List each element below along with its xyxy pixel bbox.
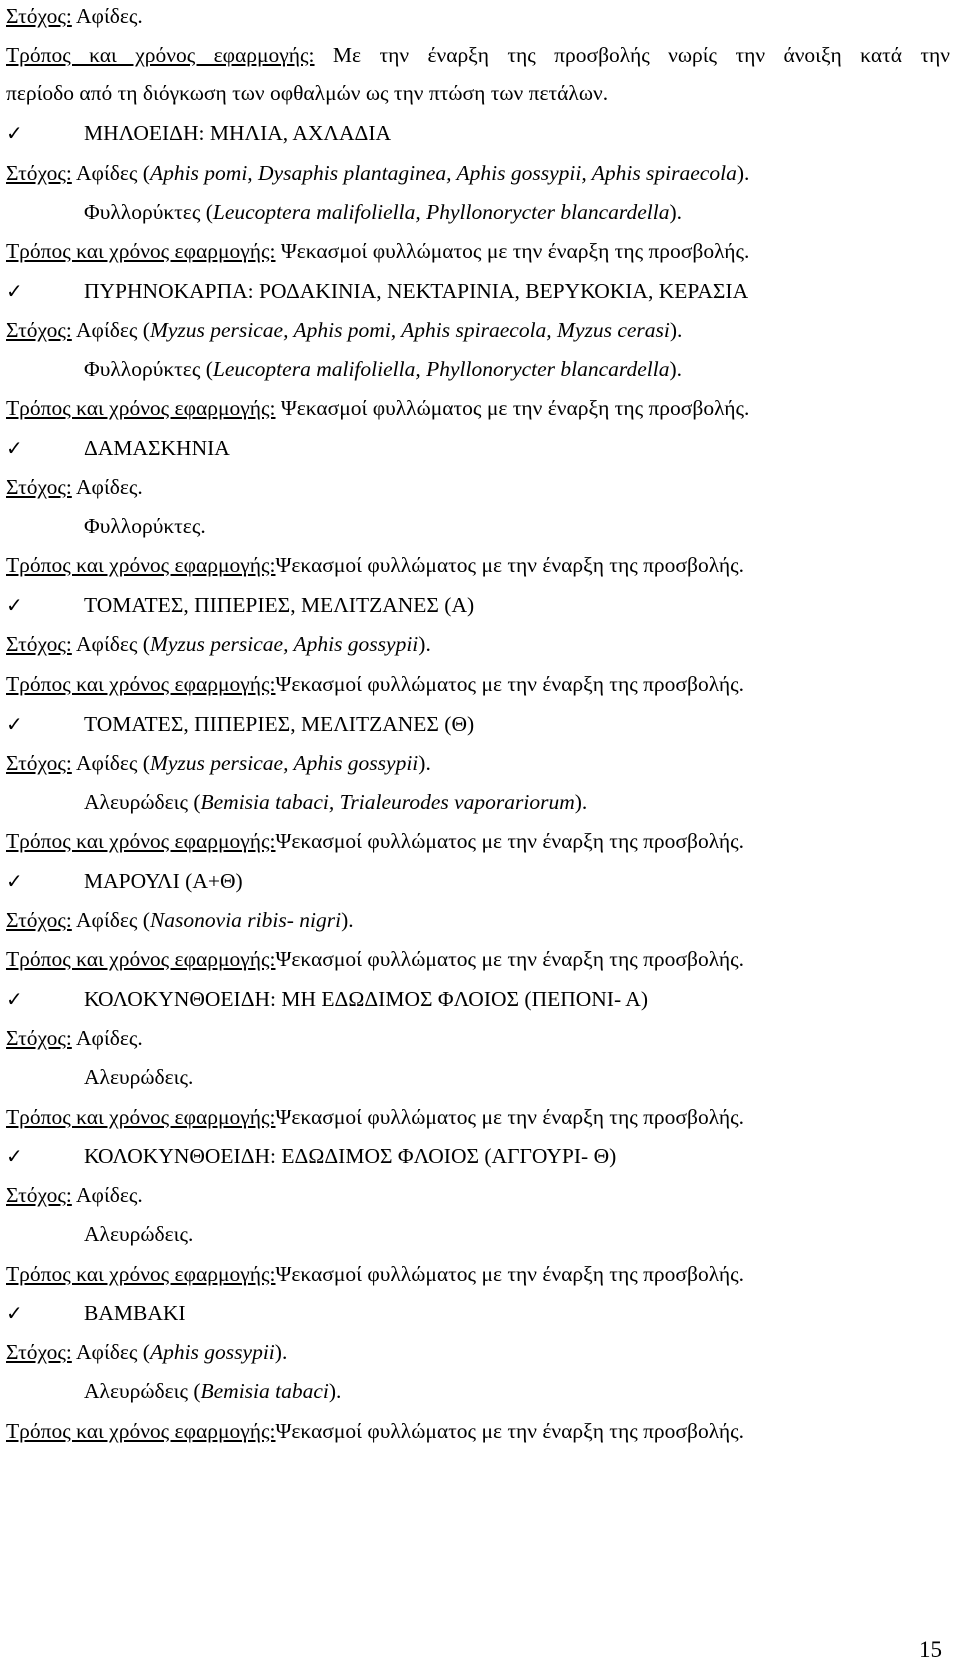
extra-target-line [84, 512, 950, 540]
extra-text: Αλευρώδεις. [84, 1065, 194, 1089]
punctuation: ). [274, 1340, 288, 1364]
method-text: Ψεκασμοί φυλλώματος με την έναρξη της προσβολής. [275, 829, 745, 853]
extra-target-line [84, 198, 950, 226]
checkmark-icon: ✓ [6, 121, 23, 145]
section-heading [6, 985, 950, 1013]
method-line [6, 394, 950, 422]
target-label: Στόχος: [6, 318, 72, 342]
target-line [6, 473, 950, 501]
punctuation: ). [736, 161, 750, 185]
species-list: Leucoptera malifoliella, Phyllonorycter blancardella [212, 200, 670, 224]
target-line [6, 316, 950, 344]
target-text: Αφίδες. [71, 4, 143, 28]
extra-target-line [84, 1377, 950, 1405]
target-text: Αφίδες ( [71, 1340, 150, 1364]
target-line [6, 1338, 950, 1366]
extra-target-line [84, 355, 950, 383]
species-list: Nasonovia ribis- nigri [149, 908, 342, 932]
target-text: Αφίδες ( [71, 318, 150, 342]
target-label: Στόχος: [6, 161, 72, 185]
method-label: Τρόπος και χρόνος εφαρμογής: [6, 1105, 276, 1129]
checkmark-icon: ✓ [6, 436, 23, 460]
checkmark-icon: ✓ [6, 869, 23, 893]
method-line [6, 827, 950, 855]
target-label: Στόχος: [6, 751, 72, 775]
punctuation: ). [574, 790, 588, 814]
species-list: Myzus persicae, Aphis pomi, Aphis spiraecola, Myzus cerasi [149, 318, 670, 342]
target-text: Αφίδες ( [71, 908, 150, 932]
punctuation: ). [418, 632, 431, 656]
extra-target-line [84, 1220, 950, 1248]
method-text: Ψεκασμοί φυλλώματος με την έναρξη της προσβολής. [275, 239, 750, 263]
extra-target-line [84, 1063, 950, 1091]
punctuation: ). [669, 200, 683, 224]
punctuation: ). [328, 1379, 342, 1403]
target-text: Αφίδες ( [71, 632, 150, 656]
section-title: ΤΟΜΑΤΕΣ, ΠΙΠΕΡΙΕΣ, ΜΕΛΙΤΖΑΝΕΣ (Α) [84, 593, 475, 617]
section-heading [6, 1299, 950, 1327]
method-text: Ψεκασμοί φυλλώματος με την έναρξη της προσβολής. [275, 672, 745, 696]
section-title: ΔΑΜΑΣΚΗΝΙΑ [84, 436, 230, 460]
checkmark-icon: ✓ [6, 1301, 23, 1325]
species-list: Aphis gossypii [149, 1340, 275, 1364]
checkmark-icon: ✓ [6, 987, 23, 1011]
target-text: Αφίδες. [71, 1026, 143, 1050]
species-list: Leucoptera malifoliella, Phyllonorycter blancardella [212, 357, 670, 381]
punctuation: ). [418, 751, 431, 775]
species-list: Myzus persicae, Aphis gossypii [149, 751, 419, 775]
section-heading [6, 119, 950, 147]
section-heading [6, 867, 950, 895]
target-label: Στόχος: [6, 632, 72, 656]
target-line [6, 749, 950, 777]
target-label: Στόχος: [6, 908, 72, 932]
species-list: Bemisia tabaci [200, 1379, 329, 1403]
method-label: Τρόπος και χρόνος εφαρμογής: [6, 43, 315, 67]
checkmark-icon: ✓ [6, 279, 23, 303]
target-line [6, 1181, 950, 1209]
section-title: ΠΥΡΗΝΟΚΑΡΠΑ: ΡΟΔΑΚΙΝΙΑ, ΝΕΚΤΑΡΙΝΙΑ, ΒΕΡΥΚΟΚΙΑ, ΚΕΡΑΣΙΑ [84, 279, 749, 303]
method-line [6, 1260, 950, 1288]
extra-text: Αλευρώδεις ( [84, 1379, 201, 1403]
section-heading [6, 591, 950, 619]
intro-method-line [6, 41, 950, 69]
target-line [6, 1024, 950, 1052]
target-label: Στόχος: [6, 475, 72, 499]
method-text: Ψεκασμοί φυλλώματος με την έναρξη της προσβολής. [275, 553, 745, 577]
method-line [6, 1417, 950, 1445]
punctuation: ). [669, 318, 683, 342]
method-text: Ψεκασμοί φυλλώματος με την έναρξη της προσβολής. [275, 396, 750, 420]
section-title: ΚΟΛΟΚΥΝΘΟΕΙΔΗ: ΕΔΩΔΙΜΟΣ ΦΛΟΙΟΣ (ΑΓΓΟΥΡΙ- Θ) [84, 1144, 617, 1168]
section-heading [6, 710, 950, 738]
method-label: Τρόπος και χρόνος εφαρμογής: [6, 239, 276, 263]
section-title: ΤΟΜΑΤΕΣ, ΠΙΠΕΡΙΕΣ, ΜΕΛΙΤΖΑΝΕΣ (Θ) [84, 712, 475, 736]
section-title: ΚΟΛΟΚΥΝΘΟΕΙΔΗ: ΜΗ ΕΔΩΔΙΜΟΣ ΦΛΟΙΟΣ (ΠΕΠΟΝΙ- Α) [84, 987, 648, 1011]
extra-text: Φυλλορύκτες ( [84, 357, 213, 381]
method-label: Τρόπος και χρόνος εφαρμογής: [6, 672, 276, 696]
method-text: Ψεκασμοί φυλλώματος με την έναρξη της προσβολής. [275, 1262, 745, 1286]
method-label: Τρόπος και χρόνος εφαρμογής: [6, 947, 276, 971]
species-list: Bemisia tabaci, Trialeurodes vaporariorum [200, 790, 575, 814]
method-line [6, 237, 950, 265]
method-line [6, 670, 950, 698]
section-heading [6, 434, 950, 462]
target-text: Αφίδες ( [71, 161, 150, 185]
target-label: Στόχος: [6, 1026, 72, 1050]
method-text: Ψεκασμοί φυλλώματος με την έναρξη της προσβολής. [275, 1419, 745, 1443]
target-line [6, 906, 950, 934]
target-text: Αφίδες ( [71, 751, 150, 775]
method-label: Τρόπος και χρόνος εφαρμογής: [6, 1262, 276, 1286]
punctuation: ). [669, 357, 683, 381]
extra-text: Φυλλορύκτες. [84, 514, 206, 538]
method-label: Τρόπος και χρόνος εφαρμογής: [6, 829, 276, 853]
target-label: Στόχος: [6, 1340, 72, 1364]
extra-text: Αλευρώδεις ( [84, 790, 201, 814]
target-text: Αφίδες. [71, 1183, 143, 1207]
section-heading [6, 1142, 950, 1170]
page-number: 15 [919, 1637, 942, 1662]
method-label: Τρόπος και χρόνος εφαρμογής: [6, 396, 276, 420]
section-title: ΜΗΛΟΕΙΔΗ: ΜΗΛΙΑ, ΑΧΛΑΔΙΑ [84, 121, 392, 145]
target-line [6, 159, 950, 187]
method-label: Τρόπος και χρόνος εφαρμογής: [6, 1419, 276, 1443]
checkmark-icon: ✓ [6, 593, 23, 617]
species-list: Aphis pomi, Dysaphis plantaginea, Aphis gossypii, Aphis spiraecola [149, 161, 737, 185]
extra-target-line [84, 788, 950, 816]
method-line [6, 551, 950, 579]
section-title: ΜΑΡΟΥΛΙ (Α+Θ) [84, 869, 243, 893]
target-text: Αφίδες. [71, 475, 143, 499]
section-title: ΒΑΜΒΑΚΙ [84, 1301, 186, 1325]
target-label: Στόχος: [6, 4, 72, 28]
intro-target-line [6, 2, 950, 30]
checkmark-icon: ✓ [6, 1144, 23, 1168]
extra-text: Αλευρώδεις. [84, 1222, 194, 1246]
target-line [6, 630, 950, 658]
method-text: Ψεκασμοί φυλλώματος με την έναρξη της προσβολής. [275, 947, 745, 971]
extra-text: Φυλλορύκτες ( [84, 200, 213, 224]
method-text: Ψεκασμοί φυλλώματος με την έναρξη της προσβολής. [275, 1105, 745, 1129]
checkmark-icon: ✓ [6, 712, 23, 736]
method-label: Τρόπος και χρόνος εφαρμογής: [6, 553, 276, 577]
punctuation: ). [341, 908, 354, 932]
target-label: Στόχος: [6, 1183, 72, 1207]
method-line [6, 1103, 950, 1131]
species-list: Myzus persicae, Aphis gossypii [149, 632, 419, 656]
method-line [6, 945, 950, 973]
method-text: Με την έναρξη της προσβολής νωρίς την άνοιξη κατά την [314, 43, 950, 67]
intro-method-continuation: περίοδο από τη διόγκωση των οφθαλμών ως την πτώση των πετάλων. [6, 81, 609, 105]
section-heading [6, 277, 950, 305]
